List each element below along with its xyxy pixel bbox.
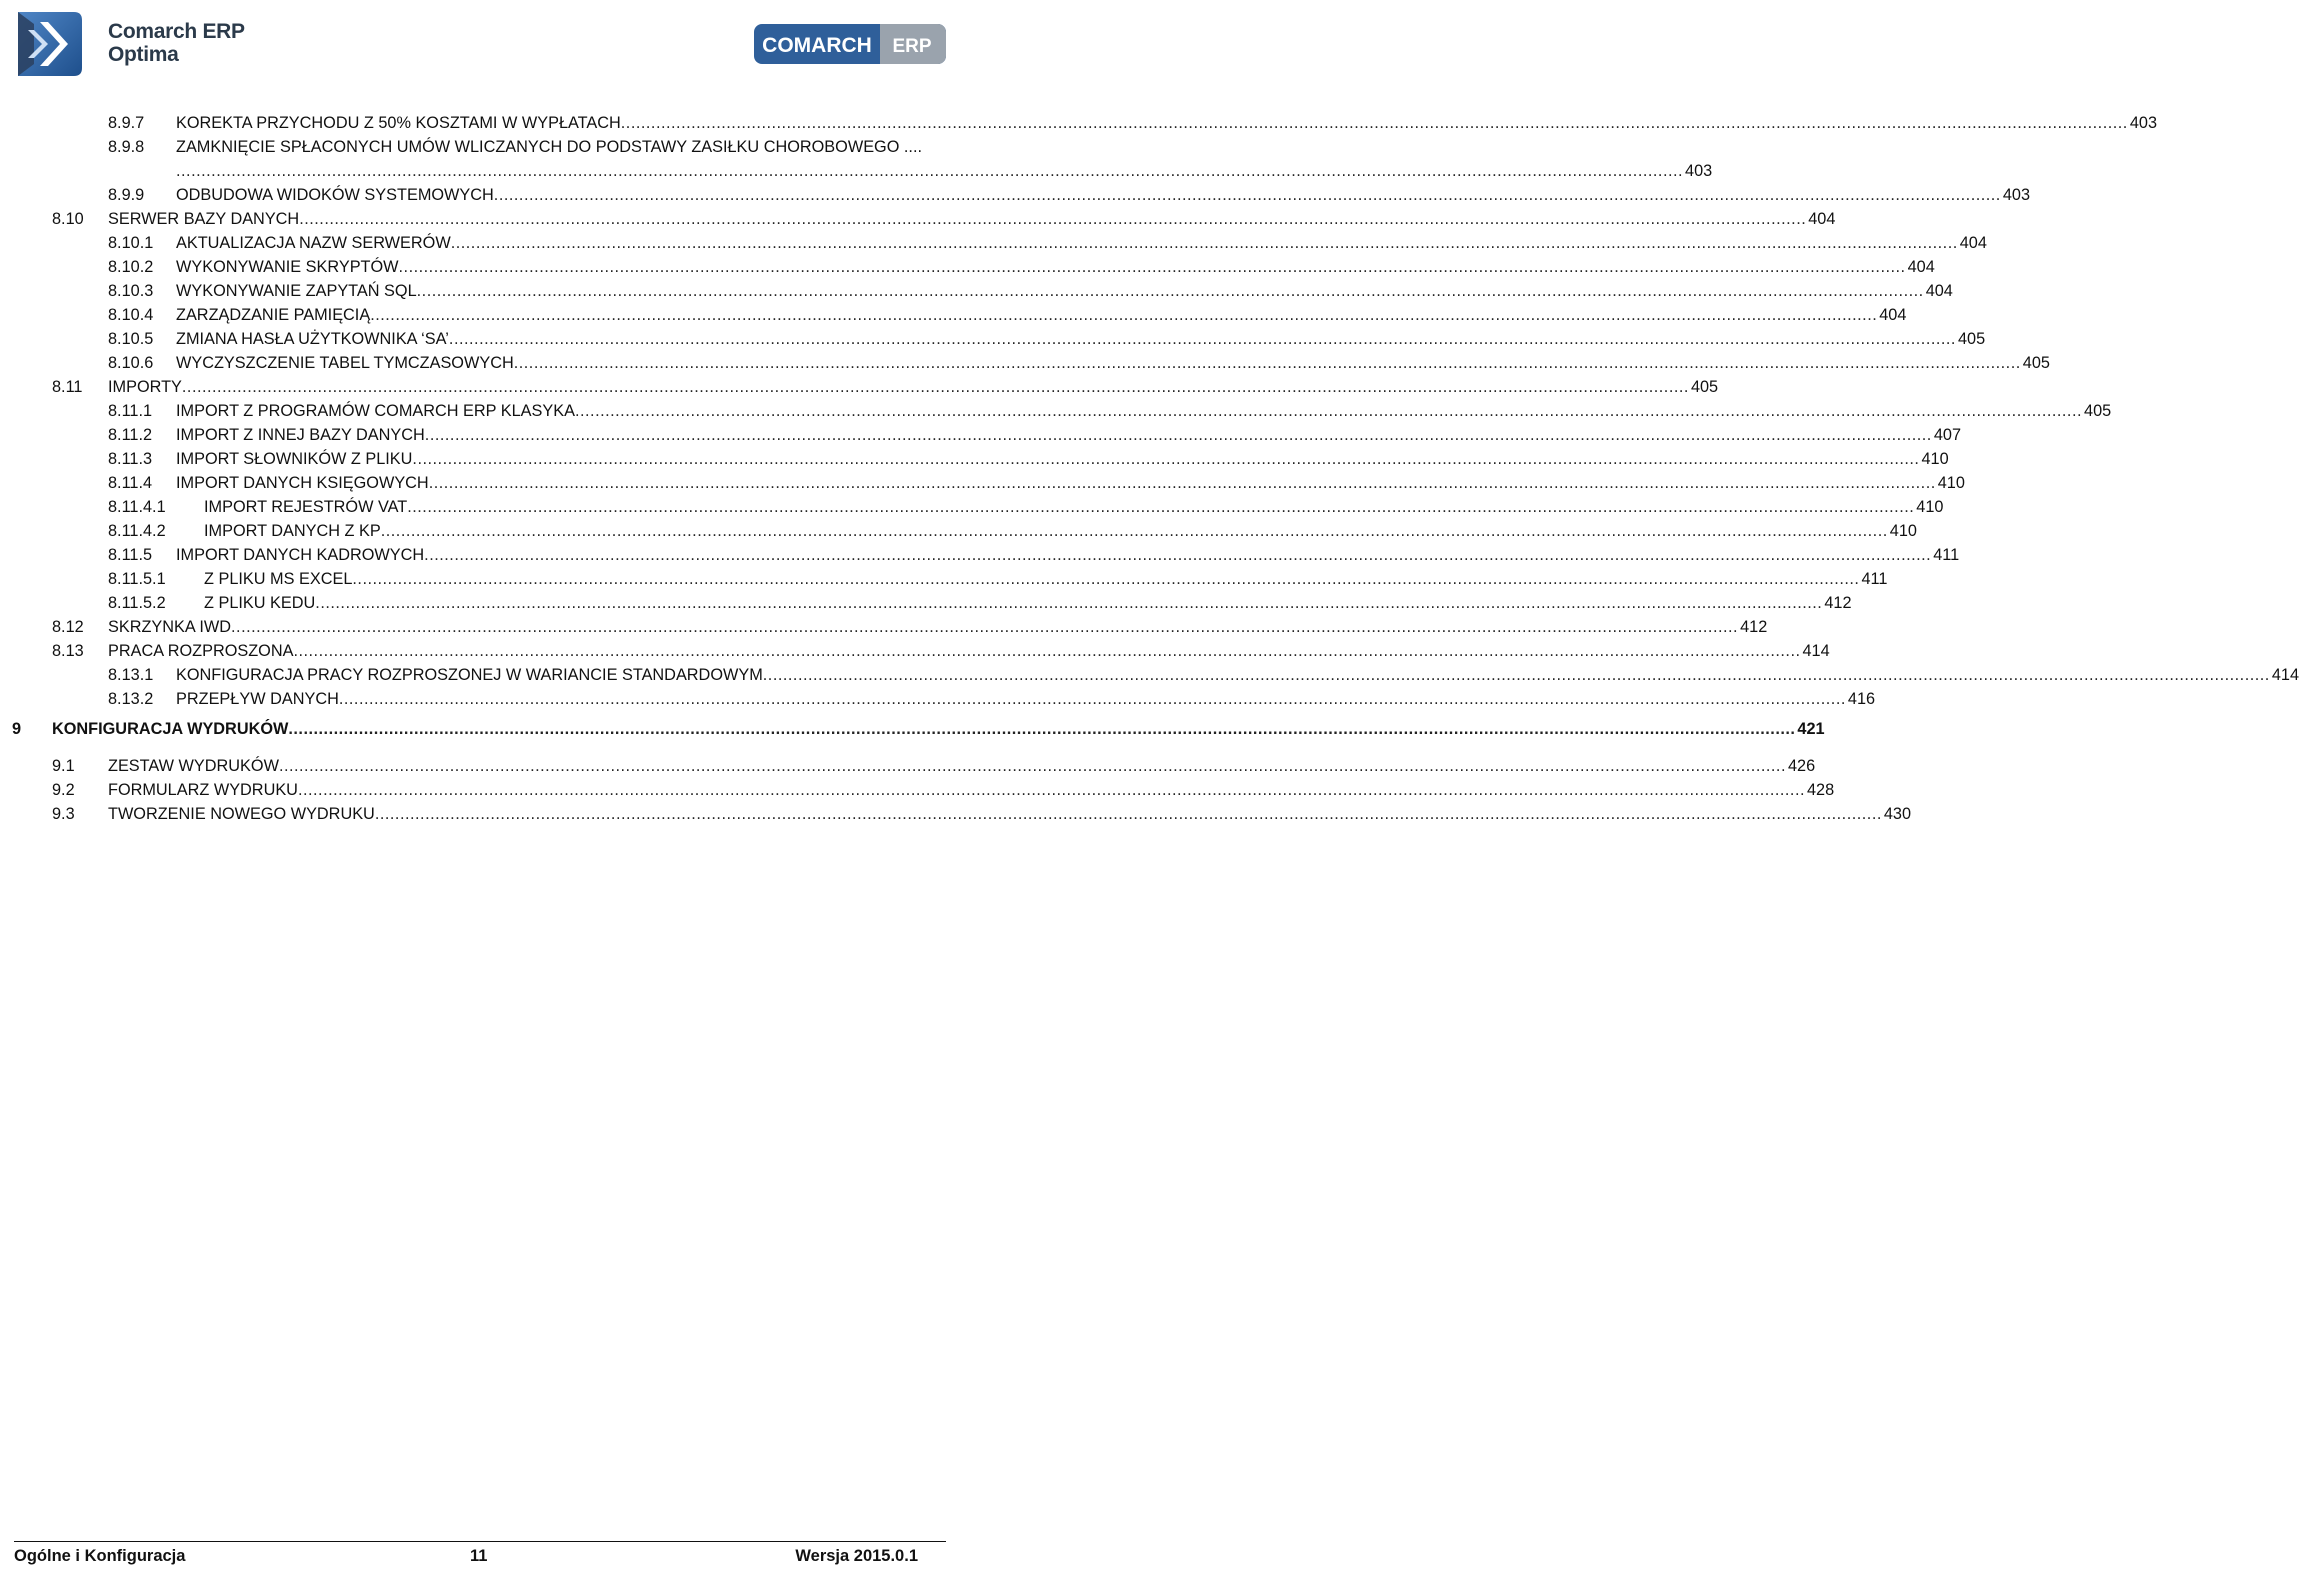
toc-entry[interactable] xyxy=(0,184,2031,206)
toc-entry-number: 8.11.5.2 xyxy=(108,594,166,612)
toc-entry-title: PRZEPŁYW DANYCH xyxy=(176,690,339,708)
toc-entry[interactable] xyxy=(0,688,1876,710)
toc-entry-number: 8.11.5 xyxy=(108,546,153,564)
toc-entry[interactable] xyxy=(0,755,1816,777)
product-logo-line1: Comarch ERP xyxy=(108,20,245,43)
toc-entry-leader xyxy=(108,376,1719,398)
toc-entry-page: 404 xyxy=(1959,234,1987,252)
toc-entry-number: 8.12 xyxy=(52,618,84,636)
toc-dot-leader: ............................................................................................................................................................................................................................................................................................................ xyxy=(424,546,1932,564)
toc-dot-leader: ............................................................................................................................................................................................................................................................................................................ xyxy=(416,282,1924,300)
toc-entry[interactable] xyxy=(0,328,1986,350)
toc-entry-number: 8.10 xyxy=(52,210,84,228)
toc-entry-page: 426 xyxy=(1787,757,1816,775)
toc-entry-leader xyxy=(176,664,2299,686)
toc-entry-number: 9.1 xyxy=(52,757,75,775)
comarch-optima-logo xyxy=(14,8,254,80)
toc-entry-number: 8.13 xyxy=(52,642,84,660)
toc-dot-leader: ............................................................................................................................................................................................................................................................................................................ xyxy=(398,258,1906,276)
toc-entry-title: SERWER BAZY DANYCH xyxy=(108,210,300,228)
toc-entry-number: 8.13.1 xyxy=(108,666,154,684)
toc-dot-leader: ............................................................................................................................................................................................................................................................................................................ xyxy=(315,594,1823,612)
toc-entry-title: WYCZYSZCZENIE TABEL TYMCZASOWYCH xyxy=(176,354,514,372)
toc-entry-page: 404 xyxy=(1808,210,1836,228)
toc-entry-number: 8.11.5.1 xyxy=(108,570,166,588)
toc-entry-leader xyxy=(108,208,1836,230)
toc-entry-title: IMPORT REJESTRÓW VAT xyxy=(204,498,408,516)
toc-entry-page: 410 xyxy=(1921,450,1949,468)
toc-entry-number: 8.10.2 xyxy=(108,258,154,276)
toc-entry-page: 411 xyxy=(1861,570,1888,588)
toc-dot-leader: ............................................................................................................................................................................................................................................................................................................ xyxy=(424,426,1932,444)
toc-dot-leader: ............................................................................................................................................................................................................................................................................................................ xyxy=(412,450,1920,468)
toc-entry-page: 412 xyxy=(1740,618,1768,636)
toc-entry-number: 9.3 xyxy=(52,805,75,823)
toc-entry-number: 9 xyxy=(12,720,22,738)
toc-entry-number: 8.10.1 xyxy=(108,234,154,252)
toc-entry-leader xyxy=(108,616,1768,638)
toc-dot-leader: ............................................................................................................................................................................................................................................................................................................ xyxy=(380,522,1888,540)
toc-entry-page: 412 xyxy=(1824,594,1852,612)
footer-version: Wersja 2015.0.1 xyxy=(795,1547,918,1565)
toc-entry[interactable] xyxy=(0,424,1962,446)
toc-entry-leader xyxy=(204,496,1944,518)
toc-entry-page: 404 xyxy=(1925,282,1953,300)
toc-entry-leader xyxy=(176,472,1965,494)
toc-entry[interactable] xyxy=(0,472,1965,494)
toc-dot-leader: ............................................................................................................................................................................................................................................................................................................ xyxy=(407,498,1915,516)
toc-entry[interactable] xyxy=(0,592,1852,614)
toc-entry-number: 8.10.3 xyxy=(108,282,154,300)
toc-entry[interactable] xyxy=(0,352,2050,374)
toc-entry[interactable] xyxy=(0,208,1836,230)
toc-entry[interactable] xyxy=(0,280,1953,302)
toc-entry-title: IMPORT DANYCH KSIĘGOWYCH xyxy=(176,474,429,492)
toc-dot-leader: ............................................................................................................................................................................................................................................................................................................ xyxy=(513,354,2021,372)
toc-entry-leader xyxy=(108,803,1912,825)
toc-dot-leader: ............................................................................................................................................................................................................................................................................................................ xyxy=(278,757,1786,775)
toc-entry-number: 8.10.5 xyxy=(108,330,154,348)
toc-entry-number: 8.10.6 xyxy=(108,354,154,372)
toc-entry-leader xyxy=(176,256,1935,278)
toc-entry-number: 8.11.4.1 xyxy=(108,498,166,516)
toc-entry[interactable] xyxy=(0,160,1713,182)
toc-entry-page: 416 xyxy=(1847,690,1876,708)
toc-entry-number: 8.9.9 xyxy=(108,186,145,204)
toc-entry-page: 414 xyxy=(1802,642,1830,660)
toc-dot-leader: ............................................................................................................................................................................................................................................................................................................ xyxy=(176,162,1684,180)
toc-entry-page: 428 xyxy=(1807,781,1835,799)
toc-entry[interactable] xyxy=(0,136,960,158)
product-logo-line2: Optima xyxy=(108,43,179,66)
toc-entry-leader xyxy=(108,755,1816,777)
toc-entry-number: 8.10.4 xyxy=(108,306,154,324)
toc-entry-page: 405 xyxy=(2084,402,2112,420)
toc-entry[interactable] xyxy=(0,779,1835,801)
toc-entry-leader xyxy=(176,328,1986,350)
toc-dot-leader: ............................................................................................................................................................................................................................................................................................................ xyxy=(493,186,2001,204)
toc-entry[interactable] xyxy=(0,112,2157,134)
toc-dot-leader: ............................................................................................................................................................................................................................................................................................................ xyxy=(338,690,1846,708)
toc-entry-leader xyxy=(176,688,1876,710)
toc-entry[interactable] xyxy=(0,376,1719,398)
toc-dot-leader: ............................................................................................................................................................................................................................................................................................................ xyxy=(374,805,1882,823)
toc-entry-page: 410 xyxy=(1916,498,1944,516)
toc-entry-page: 403 xyxy=(2002,186,2031,204)
toc-entry-number: 8.11.4.2 xyxy=(108,522,166,540)
toc-entry[interactable] xyxy=(0,448,1949,470)
toc-entry-page: 403 xyxy=(2129,114,2157,132)
toc-dot-leader: ............................................................................................................................................................................................................................................................................................................ xyxy=(297,781,1805,799)
toc-entry-title: ZAMKNIĘCIE SPŁACONYCH UMÓW WLICZANYCH DO PODSTAWY ZASIŁKU CHOROBOWEGO .... xyxy=(176,138,922,156)
toc-entry-title: IMPORT DANYCH KADROWYCH xyxy=(176,546,425,564)
svg-text:COMARCH: COMARCH xyxy=(762,34,872,57)
toc-entry[interactable] xyxy=(0,232,1987,254)
toc-entry-number: 8.9.8 xyxy=(108,138,145,156)
toc-entry-title: FORMULARZ WYDRUKU xyxy=(108,781,298,799)
toc-entry-leader xyxy=(176,184,2031,206)
toc-entry-page: 404 xyxy=(1907,258,1935,276)
toc-entry-number: 8.11.1 xyxy=(108,402,153,420)
toc-entry-leader xyxy=(176,544,1960,566)
toc-dot-leader: ............................................................................................................................................................................................................................................................................................................ xyxy=(762,666,2270,684)
toc-entry-title: IMPORT Z INNEJ BAZY DANYCH xyxy=(176,426,425,444)
toc-entry-number: 8.11.2 xyxy=(108,426,153,444)
toc-entry-leader xyxy=(176,112,2157,134)
toc-entry-page: 404 xyxy=(1879,306,1907,324)
toc-entry-leader xyxy=(176,352,2050,374)
toc-dot-leader: ............................................................................................................................................................................................................................................................................................................ xyxy=(299,210,1807,228)
toc-entry[interactable] xyxy=(0,256,1935,278)
toc-entry-leader xyxy=(176,136,925,158)
toc-dot-leader: ............................................................................................................................................................................................................................................................................................................ xyxy=(574,402,2083,420)
toc-dot-leader: ............................................................................................................................................................................................................................................................................................................ xyxy=(620,114,2128,132)
toc-entry-title: AKTUALIZACJA NAZW SERWERÓW xyxy=(176,234,451,252)
toc-entry-title: WYKONYWANIE SKRYPTÓW xyxy=(176,258,399,276)
toc-entry-page: 410 xyxy=(1937,474,1965,492)
toc-entry-leader xyxy=(108,779,1835,801)
toc-entry-leader xyxy=(108,640,1830,662)
toc-dot-leader: ............................................................................................................................................................................................................................................................................................................ xyxy=(288,720,1796,738)
toc-entry-number: 8.13.2 xyxy=(108,690,154,708)
toc-dot-leader: ............................................................................................................................................................................................................................................................................................................ xyxy=(352,570,1860,588)
toc-entry-number: 9.2 xyxy=(52,781,75,799)
toc-entry-leader xyxy=(204,568,1888,590)
toc-entry[interactable] xyxy=(0,803,1912,825)
comarch-erp-logo-icon xyxy=(754,24,946,64)
toc-entry-title: KOREKTA PRZYCHODU Z 50% KOSZTAMI W WYPŁATACH xyxy=(176,114,621,132)
toc-entry-title: TWORZENIE NOWEGO WYDRUKU xyxy=(108,805,375,823)
toc-entry-title: WYKONYWANIE ZAPYTAŃ SQL xyxy=(176,282,417,300)
toc-dot-leader: ............................................................................................................................................................................................................................................................................................................ xyxy=(293,642,1801,660)
toc-entry-title: ZESTAW WYDRUKÓW xyxy=(108,757,279,775)
footer-section-title: Ogólne i Konfiguracja xyxy=(14,1547,186,1565)
toc-entry-leader xyxy=(176,400,2112,422)
toc-entry[interactable] xyxy=(0,520,1917,542)
toc-entry-title: Z PLIKU KEDU xyxy=(204,594,316,612)
product-logo-text xyxy=(108,20,245,66)
toc-entry-title: IMPORT Z PROGRAMÓW COMARCH ERP KLASYKA xyxy=(176,402,575,420)
toc-dot-leader: ............................................................................................................................................................................................................................................................................................................ xyxy=(181,378,1689,396)
toc-entry-page: 430 xyxy=(1883,805,1912,823)
toc-entry-page: 411 xyxy=(1933,546,1960,564)
toc-entry-number: 8.11.3 xyxy=(108,450,153,468)
toc-entry-page: 410 xyxy=(1889,522,1917,540)
toc-entry-page: 407 xyxy=(1933,426,1962,444)
toc-entry[interactable] xyxy=(0,400,2112,422)
toc-entry-leader xyxy=(52,718,1825,740)
toc-entry[interactable] xyxy=(0,616,1768,638)
toc-entry-title: KONFIGURACJA PRACY ROZPROSZONEJ W WARIANCIE STANDARDOWYM xyxy=(176,666,763,684)
toc-entry[interactable] xyxy=(0,304,1907,326)
toc-entry-title: ZMIANA HASŁA UŻYTKOWNIKA ‘SA’ xyxy=(176,330,449,348)
toc-entry-leader xyxy=(176,448,1949,470)
toc-entry-leader xyxy=(176,424,1962,446)
toc-entry-leader xyxy=(176,280,1953,302)
toc-entry-title: PRACA ROZPROSZONA xyxy=(108,642,294,660)
toc-entry-number: 8.11 xyxy=(52,378,83,396)
toc-entry-page: 414 xyxy=(2271,666,2299,684)
toc-entry-title: SKRZYNKA IWD xyxy=(108,618,232,636)
toc-dot-leader: ............................................................................................................................................................................................................................................................................................................ xyxy=(450,234,1958,252)
toc-entry-page: 421 xyxy=(1797,720,1825,738)
toc-entry-title: Z PLIKU MS EXCEL xyxy=(204,570,353,588)
toc-entry-page: 405 xyxy=(1957,330,1986,348)
toc-entry-title: IMPORT SŁOWNIKÓW Z PLIKU xyxy=(176,450,413,468)
toc-entry-title: IMPORT DANYCH Z KP xyxy=(204,522,381,540)
footer-page-number: 11 xyxy=(470,1547,488,1565)
toc-entry-number: 8.9.7 xyxy=(108,114,145,132)
toc-dot-leader: ............................................................................................................................................................................................................................................................................................................ xyxy=(370,306,1878,324)
toc-entry-page: 405 xyxy=(2022,354,2050,372)
toc-entry[interactable] xyxy=(0,544,1960,566)
toc-entry-title: IMPORTY xyxy=(108,378,182,396)
toc-entry-leader xyxy=(176,160,1713,182)
comarch-erp-logo xyxy=(754,24,946,64)
toc-dot-leader: ............................................................................................................................................................................................................................................................................................................ xyxy=(448,330,1956,348)
footer-divider xyxy=(14,1541,946,1542)
toc-entry[interactable] xyxy=(0,718,1825,740)
toc-entry-leader xyxy=(204,592,1852,614)
toc-dot-leader: ............................................................................................................................................................................................................................................................................................................ xyxy=(428,474,1936,492)
toc-entry[interactable] xyxy=(0,568,1888,590)
toc-entry-title: KONFIGURACJA WYDRUKÓW xyxy=(52,720,289,738)
toc-entry-leader xyxy=(176,232,1987,254)
comarch-optima-logo-icon xyxy=(14,8,86,80)
toc-dot-leader: ............................................................................................................................................................................................................................................................................................................ xyxy=(231,618,1739,636)
toc-entry-leader xyxy=(176,304,1907,326)
toc-entry-leader xyxy=(204,520,1917,542)
toc-entry[interactable] xyxy=(0,496,1944,518)
svg-text:ERP: ERP xyxy=(892,36,932,57)
toc-entry-title: ZARZĄDZANIE PAMIĘCIĄ xyxy=(176,306,371,324)
toc-entry[interactable] xyxy=(0,664,2299,686)
toc-entry-page: 405 xyxy=(1690,378,1719,396)
toc-entry-number: 8.11.4 xyxy=(108,474,153,492)
toc-entry-title: ODBUDOWA WIDOKÓW SYSTEMOWYCH xyxy=(176,186,494,204)
toc-entry-page: 403 xyxy=(1685,162,1713,180)
toc-entry[interactable] xyxy=(0,640,1830,662)
